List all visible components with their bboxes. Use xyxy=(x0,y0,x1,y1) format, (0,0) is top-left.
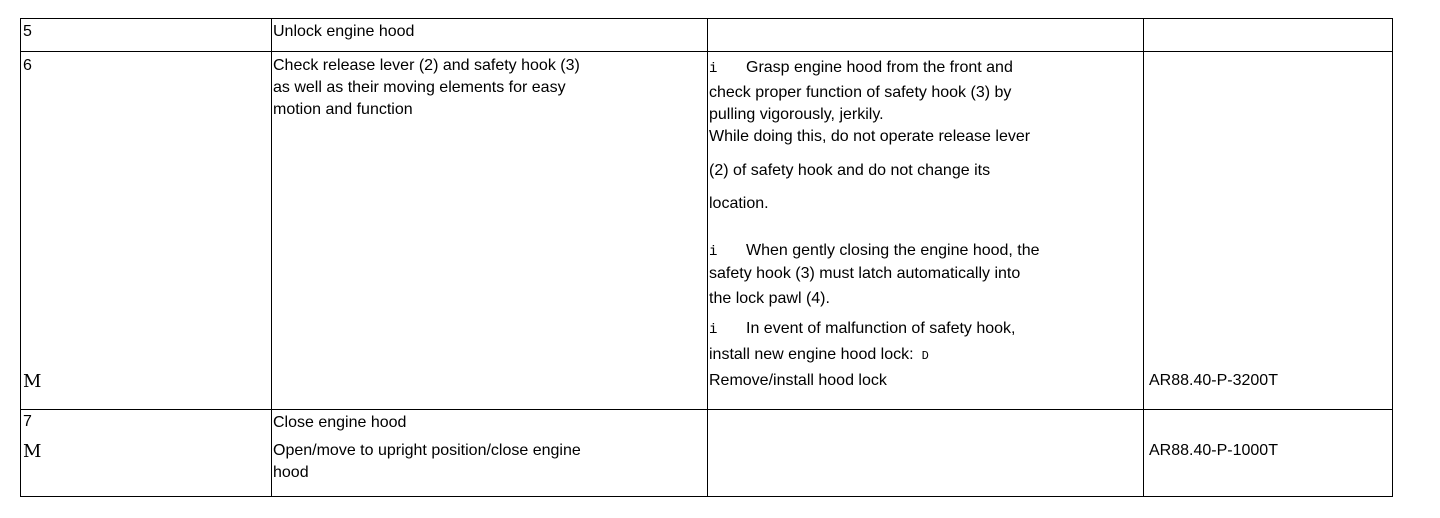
reference-code-link[interactable]: AR88.40-P-3200T xyxy=(1149,372,1278,389)
info-icon: i xyxy=(709,322,718,338)
note-line: While doing this, do not operate release lever xyxy=(709,128,1031,145)
note-line: check proper function of safety hook (3) by xyxy=(709,84,1012,101)
note-line: i When gently closing the engine hood, the xyxy=(709,240,1040,263)
note-line: safety hook (3) must latch automatically into xyxy=(709,265,1021,282)
m-marker-icon: M xyxy=(23,441,42,462)
column-divider xyxy=(1143,19,1144,496)
reference-text: Remove/install hood lock xyxy=(709,372,887,389)
step-number: 6 xyxy=(23,57,32,74)
note-line: pulling vigorously, jerkily. xyxy=(709,106,884,123)
step-action: Close engine hood xyxy=(273,414,407,431)
note-line: (2) of safety hook and do not change its xyxy=(709,162,991,179)
m-marker-icon: M xyxy=(23,371,42,392)
step-number: 5 xyxy=(23,23,32,40)
column-divider xyxy=(271,19,272,496)
note-line: i In event of malfunction of safety hook, xyxy=(709,318,1016,341)
info-icon: i xyxy=(709,61,718,77)
step-number: 7 xyxy=(23,413,32,430)
document-link-icon[interactable]: D xyxy=(921,349,929,363)
step-action-line: hood xyxy=(273,464,309,481)
step-action: Unlock engine hood xyxy=(273,23,415,40)
info-icon: i xyxy=(709,244,718,260)
note-line: the lock pawl (4). xyxy=(709,290,830,307)
work-steps-table xyxy=(20,18,1393,497)
note-line: install new engine hood lock: D xyxy=(709,346,929,363)
column-divider xyxy=(707,19,708,496)
note-line: i Grasp engine hood from the front and xyxy=(709,57,1013,80)
step-action-line: Open/move to upright position/close engine xyxy=(273,442,581,459)
step-action-line: Check release lever (2) and safety hook (3) xyxy=(273,57,580,74)
note-line: location. xyxy=(709,195,769,212)
reference-code-link[interactable]: AR88.40-P-1000T xyxy=(1149,442,1278,459)
step-action-line: motion and function xyxy=(273,101,413,118)
step-action-line: as well as their moving elements for easy xyxy=(273,79,566,96)
